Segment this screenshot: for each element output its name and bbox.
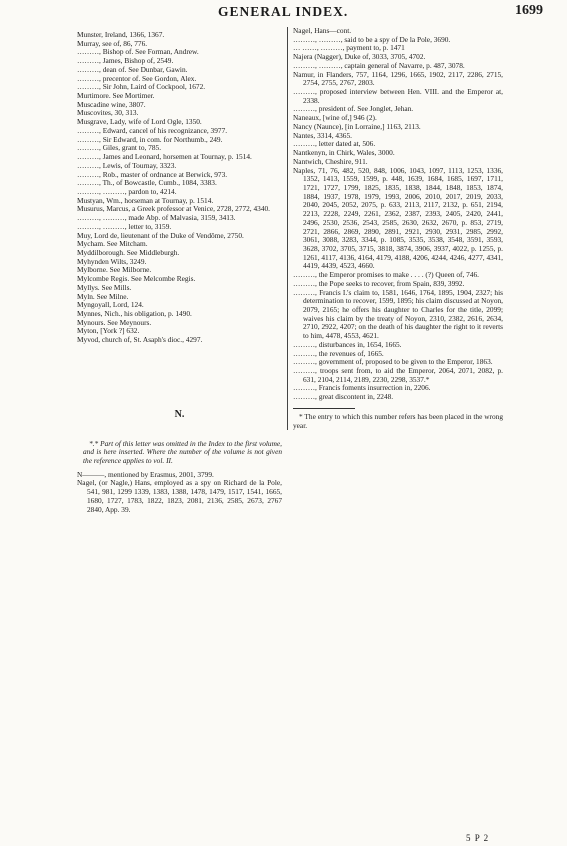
index-entry: ………, troops sent from, to aid the Emperor, 2064, 2071, 2082, p. 631, 2104, 2114, 2189, 2230, 2298, 3537.* [293, 366, 503, 384]
index-entry: Naneaux, [wine of,] 946 (2). [293, 113, 377, 123]
index-entry: … ……, ………, payment to, p. 1471 [293, 43, 405, 53]
index-entry: ………, the revenues of, 1665. [293, 348, 384, 358]
index-entry: ………, ………, captain general of Navarre, p. 487, 3078. [293, 60, 465, 70]
index-entry: Nantkenyn, in Chirk, Wales, 3000. [293, 148, 395, 158]
index-entry: ………, government of, proposed to be given to the Emperor, 1863. [293, 357, 493, 367]
index-entry: Najera (Nagger), Duke of, 3033, 3705, 4702. [293, 52, 426, 62]
index-entry: ………, ………, said to be a spy of De la Pole, 3690. [293, 34, 451, 44]
index-entry: Myln. See Milne. [77, 291, 129, 301]
index-entry: ………, great discontent in, 2248. [293, 392, 394, 402]
index-entry: Nancy (Naunce), [in Lorraine,] 1163, 2113. [293, 121, 421, 131]
signature-mark: 5 P 2 [466, 833, 490, 843]
index-entry: Musgrave, Lady, wife of Lord Ogle, 1350. [77, 117, 202, 127]
index-entry: Myllys. See Mills. [77, 282, 132, 292]
index-entry: ………, proposed interview between Hen. VIII. and the Emperor at, 2338. [293, 87, 503, 105]
index-entry: Naples, 71, 76, 482, 520, 848, 1006, 1043, 1097, 1113, 1253, 1336, 1352, 1413, 1559, 1599, p. 448, 1639, 1684, 1685, 1697, 1711, 1721, 1727, 1799, 1825, 1835, 1838, 1844, 1848, 1853, 1874, 1884, 1937, 1978, 1979, 1993, 2006, 2010, 2017, 2019, 2033, 2040, 2045, 2052, 2075, p. 633, 2113, 2117, 2132, p. 651, 2194, 2213, 2228, 2249, 2261, 2362, 2387, 2393, 2405, 2420, 2441, 2496, 2530, 2536, 2543, 2585, 2630, 2632, 2670, p. 853, 2719, 2721, 2866, 2869, 2890, 2891, 2921, 2930, 2931, 2985, 2992, 3061, 3088, 3283, 3344, p. 1085, 3535, 3538, 3548, 3591, 3593, 3628, 3702, 3705, 3715, 3818, 3874, 3906, 3937, 4022, p. 1255, p. 1261, 4117, 4136, 4164, 4179, 4188, 4206, 4244, 4246, 4277, 4341, 4419, 4439, 4523, 4660. [293, 165, 503, 271]
running-title: GENERAL INDEX. [218, 4, 349, 19]
index-entry: ………, Th., of Bowcastle, Cumb., 1084, 3383. [77, 178, 217, 188]
index-entry: ………, Francis foments insurrection in, 2206. [293, 383, 431, 393]
index-entry: ………, James and Leonard, horsemen at Tournay, p. 1514. [77, 152, 252, 162]
index-entry: Myton, [York ?] 632. [77, 326, 140, 336]
index-note: *.* Part of this letter was omitted in the Index to the first volume, and is here inserted. Where the number of the volume is not given the reference applies to vol. II. [83, 438, 282, 466]
index-entry: ………, Edward, cancel of his recognizance, 3977. [77, 125, 228, 135]
index-entry: Mynnes, Nich., his obligation, p. 1490. [77, 309, 192, 318]
index-entry: Muscadine wine, 3807. [77, 99, 146, 109]
index-entry: Nantwich, Cheshire, 911. [293, 156, 368, 166]
right-column [287, 27, 503, 430]
index-entry: ………, Sir John, Laird of Cockpool, 1672. [77, 82, 206, 92]
index-entry: Munster, Ireland, 1366, 1367. [77, 30, 165, 39]
index-entry: ………, Rob., master of ordnance at Berwick, 973. [77, 169, 228, 179]
index-entry: Namur, in Flanders, 757, 1164, 1296, 1665, 1902, 2117, 2286, 2715, 2754, 2755, 2767, 2803. [293, 69, 503, 88]
index-entry: Myddilborough. See Middleburgh. [77, 247, 180, 257]
left-column [77, 31, 282, 514]
index-entry: Musurus, Marcus, a Greek professor at Venice, 2728, 2772, 4340. [77, 204, 271, 214]
index-entry: Myvod, church of, St. Asaph's dioc., 4297. [77, 335, 203, 345]
index-entry: Mylborne. See Milborne. [77, 265, 152, 275]
index-entry: N———, mentioned by Erasmus, 2001, 3799. [77, 469, 214, 479]
index-entry: Mustyan, Wm., horseman at Tournay, p. 1514. [77, 195, 214, 205]
index-entry: Murtimore. See Mortimer. [77, 91, 155, 101]
index-entry: ………, Giles, grant to, 785. [77, 143, 162, 153]
index-entry: Muy, Lord de, lieutenant of the Duke of Vendôme, 2750. [77, 230, 244, 240]
index-entry: ………, the Emperor promises to make . . . . (?) Queen of, 746. [293, 270, 479, 280]
index-entry: ………, ………, letter to, 3159. [77, 221, 172, 231]
index-entry: Mycham. See Mitcham. [77, 239, 148, 249]
index-entry: Myhynden Wilts, 3249. [77, 256, 147, 266]
index-entry: ………, Francis I.'s claim to, 1581, 1646, 1764, 1895, 1904, 2327; his determination to recover, 1599, 1895; his claim discussed at Noyon, 2079, 2165; he offers his daughter to Charles for the title, 2099; waives his claim by the treaty of Noyon, 2310, 2382, 2616, 2634, 2710, 2922, 4207; on the death of his daughter the right to it reverts to him, 4478, 4553, 4621. [293, 287, 503, 341]
left-n-entry-list [77, 471, 282, 515]
index-entry: ………, president of. See Jonglet, Jehan. [293, 104, 414, 114]
footnote-rule [293, 408, 355, 409]
index-entry: ………, ………, pardon to, 4214. [77, 186, 177, 196]
left-entry-list [77, 31, 282, 345]
index-entry: ………, the Pope seeks to recover, from Spain, 839, 3992. [293, 278, 465, 288]
index-entry: ………, Bishop of. See Forman, Andrew. [77, 47, 199, 57]
index-entry: Mynours. See Meynours. [77, 317, 152, 327]
index-entry: ………, James, Bishop of, 2549. [77, 56, 174, 66]
footnote: * The entry to which this number refers has been placed in the wrong year. [293, 411, 503, 430]
section-letter: N. [174, 408, 185, 420]
index-entry: ………, Sir Edward, in com. for Northumb., 249. [77, 134, 223, 144]
right-entry-list [293, 27, 503, 402]
index-entry: Nagel, Hans—cont. [293, 26, 352, 35]
index-entry: ………, letter dated at, 506. [293, 139, 376, 149]
index-entry: Nantes, 3314, 4365. [293, 130, 352, 140]
index-entry: ………, precentor of. See Gordon, Alex. [77, 73, 197, 83]
index-entry: ………, disturbances in, 1654, 1665. [293, 339, 402, 349]
page-number: 1699 [515, 3, 543, 18]
index-entry: ………, ………, made Abp. of Malvasia, 3159, 3413. [77, 213, 236, 223]
index-entry: Murray, see of, 86, 776. [77, 38, 148, 48]
index-entry: ………, dean of. See Dunbar, Gawin. [77, 64, 188, 74]
index-entry: ………, Lewis, of Tournay, 3323. [77, 160, 177, 170]
index-entry: Muscovites, 30, 313. [77, 108, 139, 118]
index-entry: Mylcombe Regis. See Melcombe Regis. [77, 274, 196, 284]
index-entry: Myngoyall, Lord, 124. [77, 300, 144, 310]
index-entry: Nagel, (or Nagle,) Hans, employed as a spy on Richard de la Pole, 541, 981, 1299 1339, 1383, 1388, 1478, 1479, 1517, 1541, 1665, 1680, 1727, 1783, 1822, 1823, 2081, 2136, 2585, 2673, 2767 2840, App. 39. [77, 478, 282, 514]
